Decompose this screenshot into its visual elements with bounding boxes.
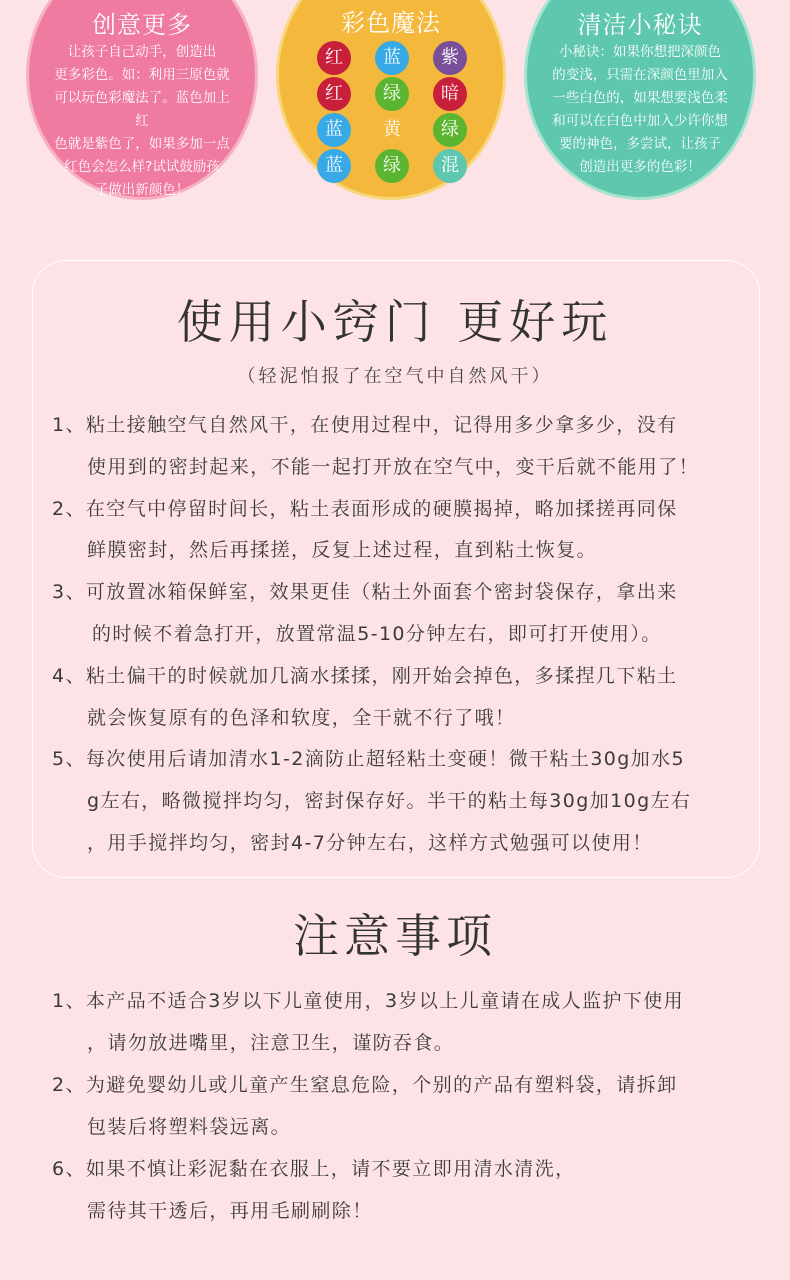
usage-list: [52, 405, 752, 865]
usage-line: 5、每次使用后请加清水1-2滴防止超轻粘土变硬！微干粘土30g加水5: [52, 748, 686, 771]
notes-line: 2、为避免婴幼儿或儿童产生窒息危险，个别的产品有塑料袋，请拆卸: [52, 1074, 678, 1096]
tips-line: 小秘诀：如果你想把深颜色: [559, 44, 721, 60]
notes-line: 需待其干透后，再用毛刷刷除！: [87, 1200, 373, 1222]
usage-line: 鲜膜密封，然后再揉搓，反复上述过程，直到粘土恢复。: [87, 539, 598, 562]
tips-line: 和可以在白色中加入少许你想: [552, 113, 728, 129]
usage-line: g左右，略微搅拌均匀，密封保存好。半干的粘土每30g加10g左右: [87, 790, 692, 813]
color-dot: 绿: [375, 149, 409, 183]
color-dot: 蓝: [317, 113, 351, 147]
notes-line: 包装后将塑料袋远离。: [87, 1116, 292, 1138]
usage-line: 1、粘土接触空气自然风干，在使用过程中，记得用多少拿多少，没有: [52, 414, 678, 436]
color-dot: 蓝: [375, 41, 409, 75]
creative-line: 可以玩色彩魔法了。蓝色加上红: [54, 90, 230, 129]
usage-line: 4、粘土偏干的时候就加几滴水揉揉，刚开始会掉色，多揉捏几下粘土: [52, 664, 678, 687]
usage-line: 3、可放置冰箱保鲜室，效果更佳（粘土外面套个密封袋保存，拿出来: [52, 581, 678, 604]
color-dot: 红: [317, 77, 351, 111]
tips-text: [549, 41, 731, 179]
usage-title: 使用小窍门 更好玩: [176, 295, 614, 349]
notes-line: 6、如果不慎让彩泥黏在衣服上，请不要立即用清水清洗，: [52, 1158, 576, 1180]
usage-subtitle: （轻泥怕报了在空气中自然风干）: [237, 366, 553, 387]
usage-line: 使用到的密封起来，不能一起打开放在空气中，变干后就不能用了！: [87, 455, 700, 478]
creative-text: [51, 41, 233, 202]
tips-line: 的变浅，只需在深颜色里加入: [552, 67, 728, 83]
usage-line: 2、在空气中停留时间长，粘土表面形成的硬膜揭掉，略加揉搓再同保: [52, 497, 678, 520]
notes-line: 1、本产品不适合3岁以下儿童使用，3岁以上儿童请在成人监护下使用: [52, 990, 685, 1012]
color-dot: 红: [317, 41, 351, 75]
magic-title: 彩色魔法: [341, 9, 441, 37]
tips-line: 要的神色，多尝试，让孩子: [559, 136, 721, 152]
color-grid: [317, 41, 467, 183]
tips-line: 创造出更多的色彩！: [579, 159, 701, 175]
color-dot: 暗: [433, 77, 467, 111]
creative-title: 创意更多: [92, 11, 192, 39]
color-dot: 混: [433, 149, 467, 183]
color-dot: 绿: [375, 77, 409, 111]
tips-line: 一些白色的，如果想要浅色柔: [552, 90, 728, 106]
tips-title: 清洁小秘诀: [577, 11, 703, 39]
creative-circle: [26, 0, 258, 200]
creative-line: 子做出新颜色！: [94, 182, 190, 198]
color-dot: 蓝: [317, 149, 351, 183]
notes-title: 注意事项: [293, 909, 497, 963]
creative-line: 更多彩色。如：利用三原色就: [54, 67, 230, 83]
creative-line: 色就是紫色了，如果多加一点: [54, 136, 230, 152]
color-dot: 绿: [433, 113, 467, 147]
usage-line: ，用手搅拌均匀，密封4-7分钟左右，这样方式勉强可以使用！: [87, 831, 653, 854]
color-dot: 黄: [375, 113, 409, 147]
color-dot: 紫: [433, 41, 467, 75]
creative-line: 让孩子自己动手，创造出: [67, 44, 217, 60]
notes-line: ，请勿放进嘴里，注意卫生，谨防吞食。: [87, 1032, 455, 1054]
usage-line: 的时候不着急打开，放置常温5-10分钟左右，即可打开使用）。: [92, 622, 662, 645]
usage-line: 就会恢复原有的色泽和软度，全干就不行了哦！: [87, 706, 516, 729]
tips-circle: [524, 0, 756, 200]
notes-list: [52, 980, 752, 1232]
creative-line: 红色会怎么样?试试鼓励孩: [64, 159, 220, 175]
magic-circle: [276, 0, 506, 200]
